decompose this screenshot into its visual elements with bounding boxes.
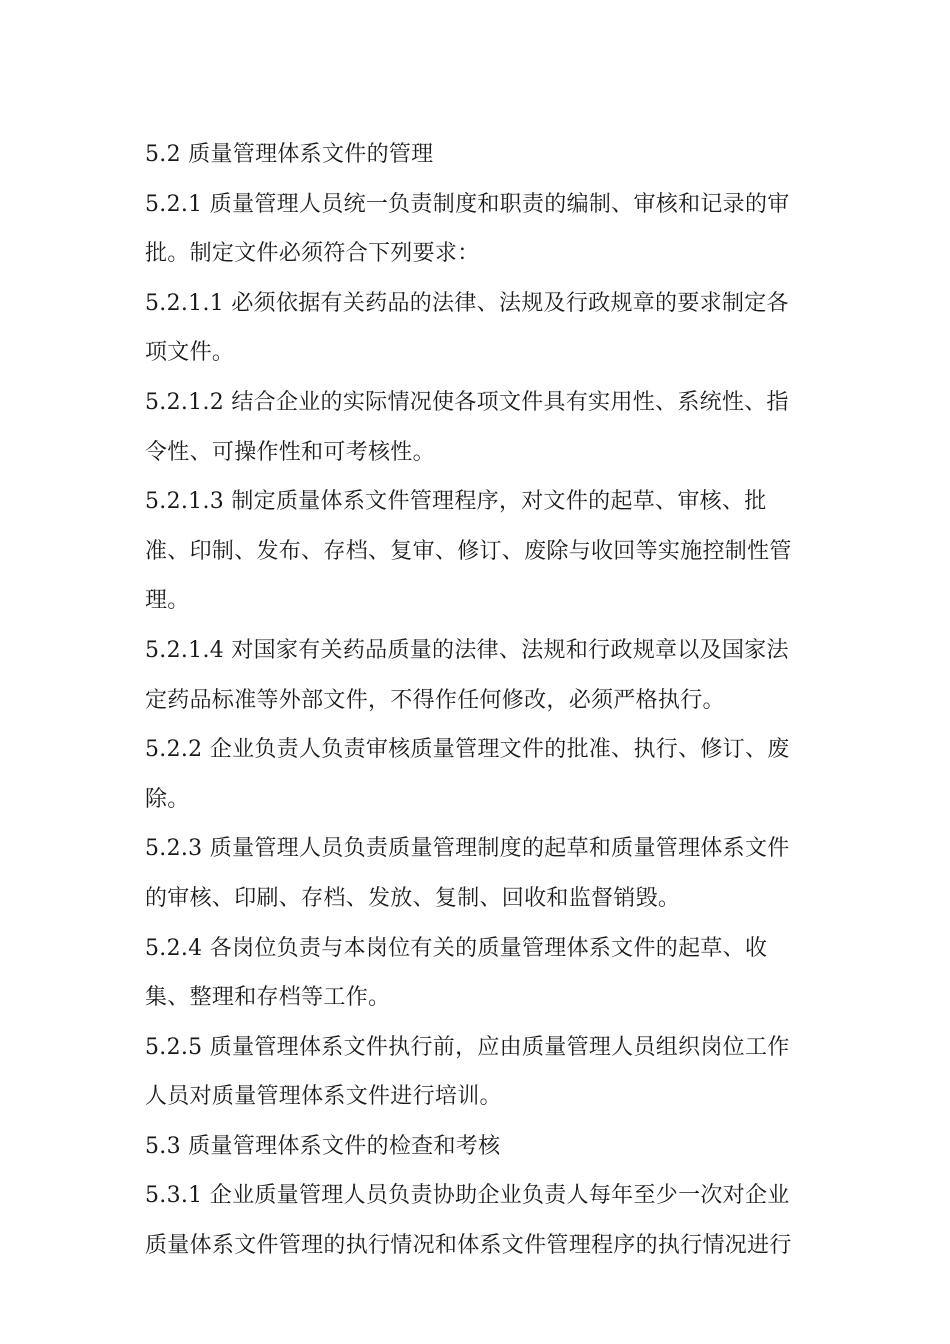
paragraph-5-2-1-2: 5.2.1.2 结合企业的实际情况使各项文件具有实用性、系统性、指令性、可操作性和可考核性。 <box>145 389 789 465</box>
paragraph-5-2-1-3: 5.2.1.3 制定质量体系文件管理程序，对文件的起草、审核、批准、印制、发布、存档、复审、修订、废除与收回等实施控制性管理。 <box>145 489 792 614</box>
paragraph-5-2-5: 5.2.5 质量管理体系文件执行前，应由质量管理人员组织岗位工作人员对质量管理体系文件进行培训。 <box>145 1034 790 1110</box>
paragraph-5-2-3: 5.2.3 质量管理人员负责质量管理制度的起草和质量管理体系文件的审核、印刷、存档、发放、复制、回收和监督销毁。 <box>145 836 790 911</box>
section-heading-5-3: 5.3 质量管理体系文件的检查和考核 <box>145 1133 501 1159</box>
paragraph-5-2-1: 5.2.1 质量管理人员统一负责制度和职责的编制、审核和记录的审批。制定文件必须符合下列要求： <box>145 191 790 267</box>
paragraph-5-2-1-4: 5.2.1.4 对国家有关药品质量的法律、法规和行政规章以及国家法定药品标准等外部文件，不得作任何修改，必须严格执行。 <box>145 637 789 713</box>
paragraph-5-2-4: 5.2.4 各岗位负责与本岗位有关的质量管理体系文件的起草、收集、整理和存档等工作。 <box>145 935 768 1011</box>
section-heading-5-2: 5.2 质量管理体系文件的管理 <box>145 142 434 167</box>
paragraph-5-2-1-1: 5.2.1.1 必须依据有关药品的法律、法规及行政规章的要求制定各项文件。 <box>145 290 789 366</box>
paragraph-5-2-2: 5.2.2 企业负责人负责审核质量管理文件的批准、执行、修订、废除。 <box>145 737 790 812</box>
document-body <box>145 130 810 1271</box>
paragraph-5-3-1: 5.3.1 企业质量管理人员负责协助企业负责人每年至少一次对企业质量体系文件管理的执行情况和体系文件管理程序的执行情况进行 <box>145 1183 792 1259</box>
